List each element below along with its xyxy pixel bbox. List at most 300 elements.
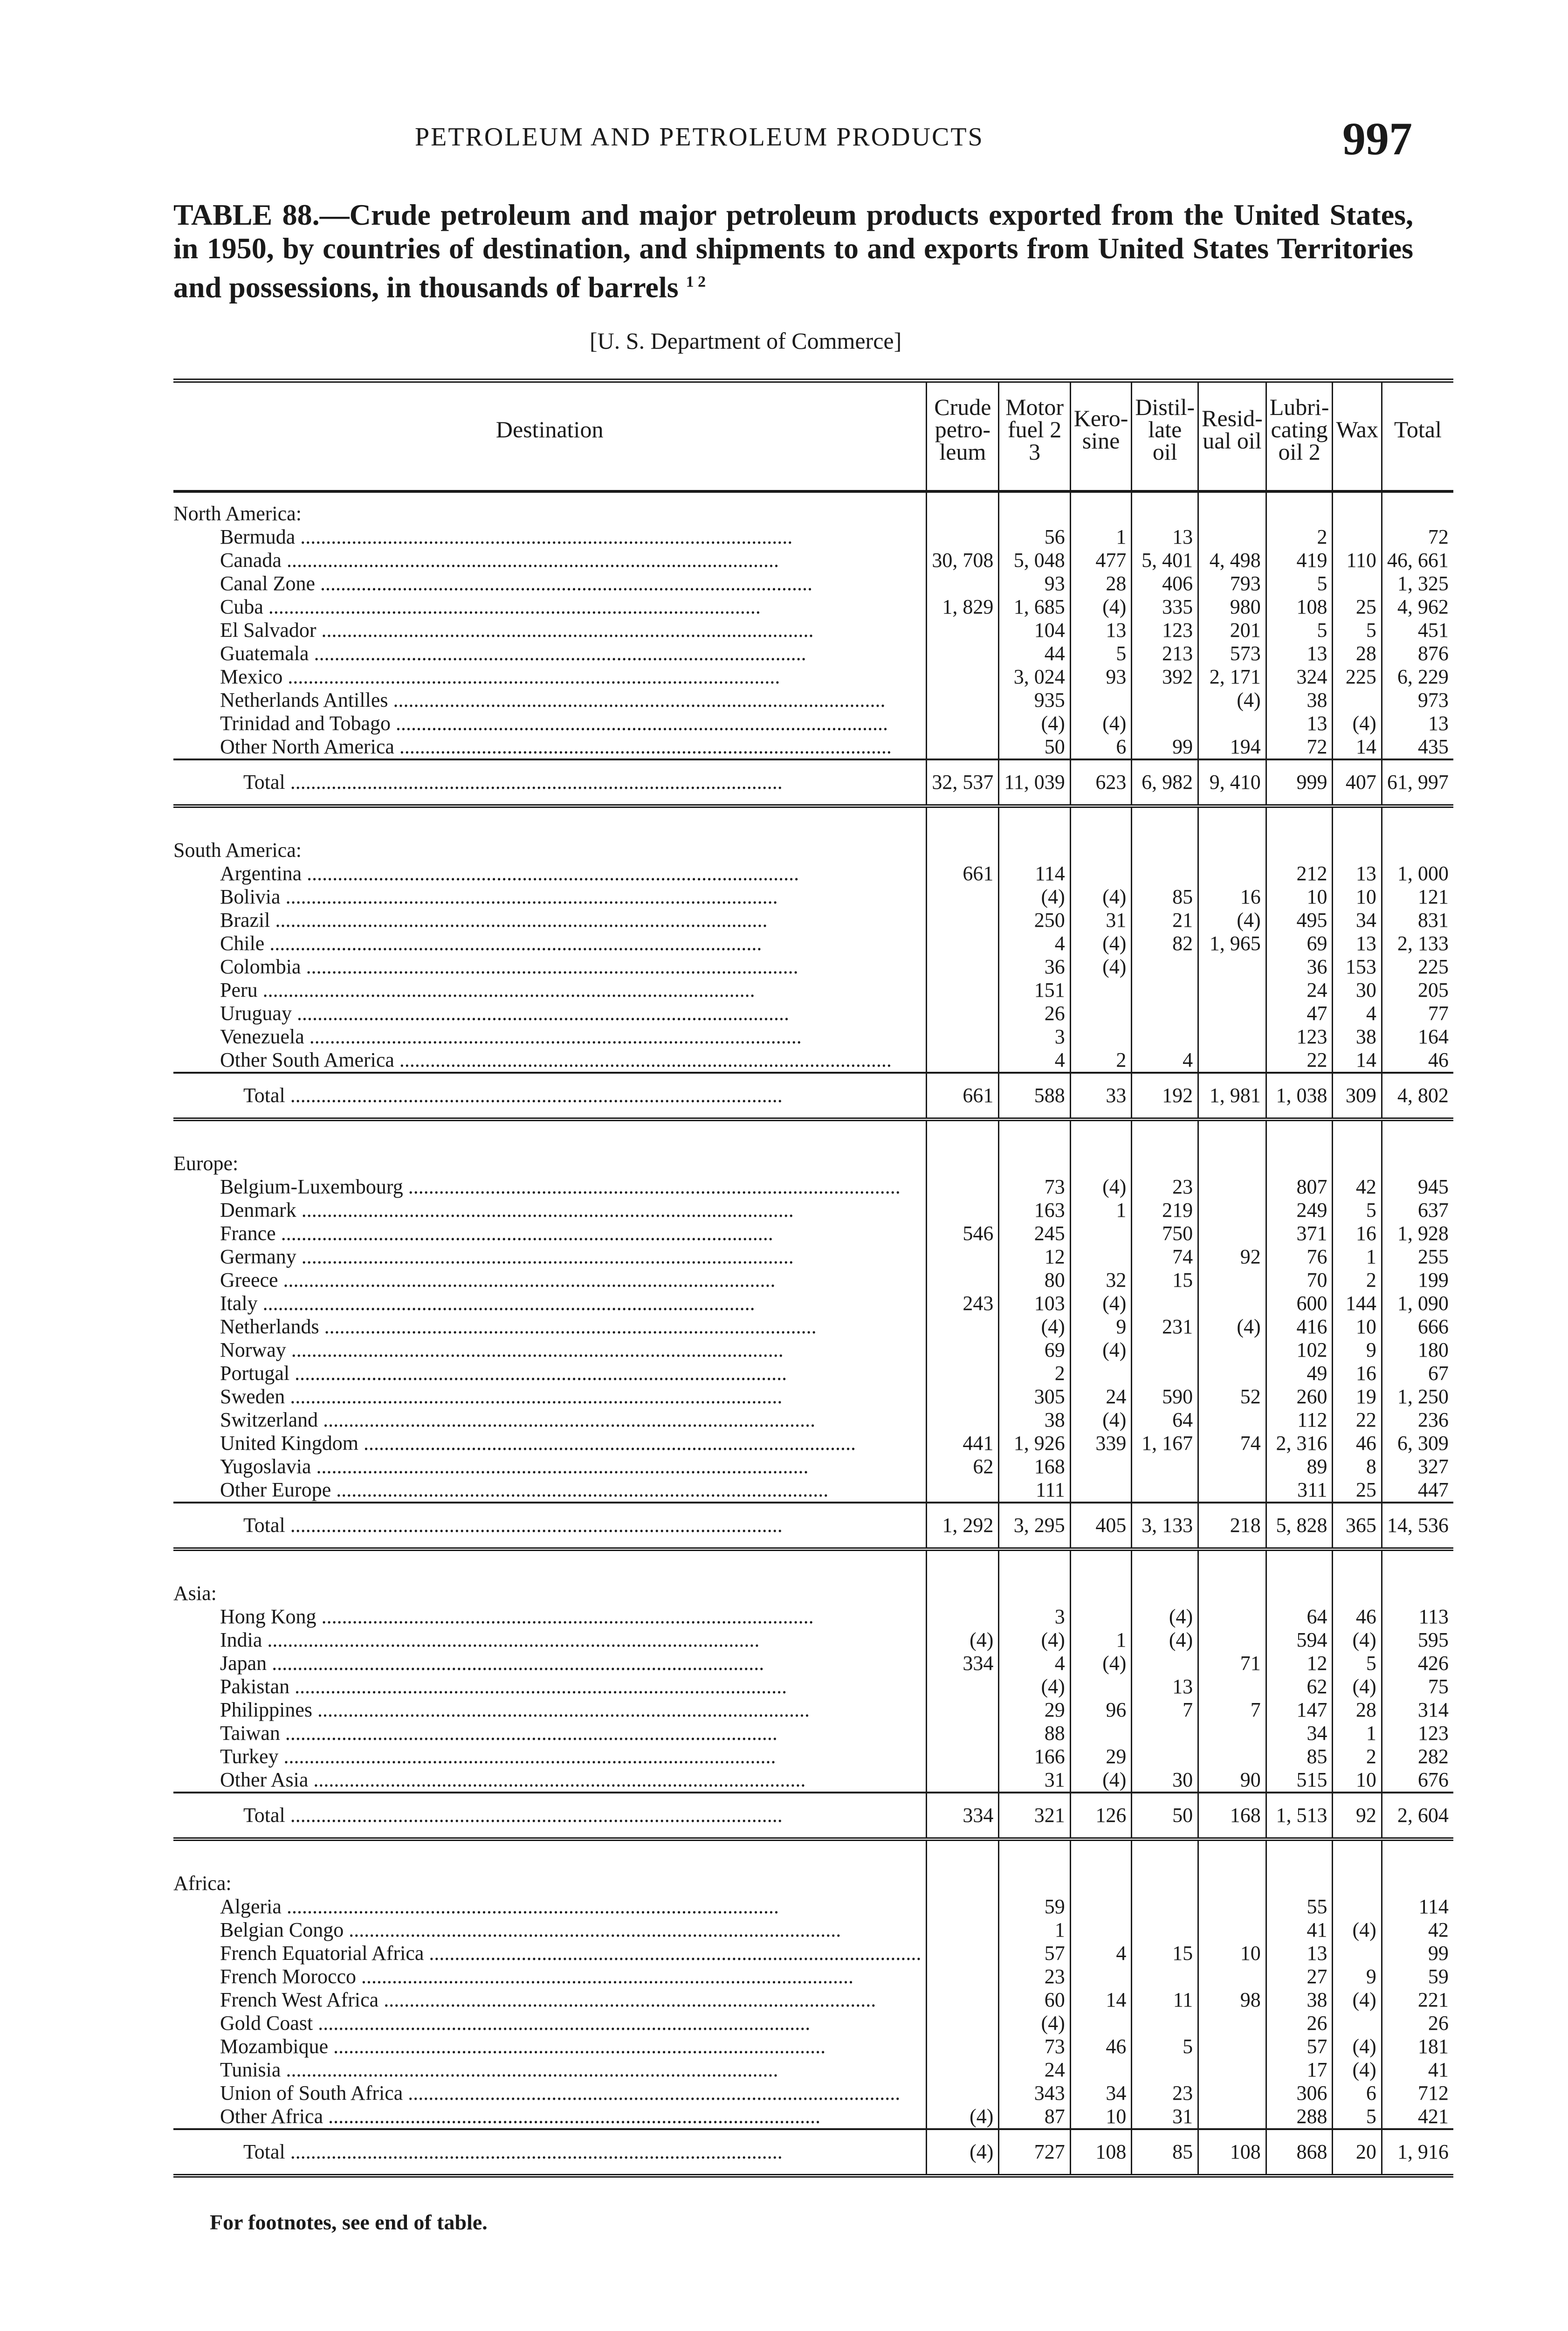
value-cell: (4) (1070, 1292, 1132, 1315)
value-cell: 74 (1198, 1432, 1266, 1455)
value-cell: 14, 536 (1382, 1503, 1453, 1549)
value-cell: 1 (1070, 1628, 1132, 1652)
value-cell: 46 (1333, 1605, 1382, 1628)
value-cell: 231 (1132, 1315, 1198, 1338)
value-cell: 3, 295 (999, 1503, 1070, 1549)
value-cell: 750 (1132, 1222, 1198, 1245)
destination-cell: Philippines ..... (173, 1698, 927, 1722)
value-cell: 25 (1333, 595, 1382, 619)
value-cell: 108 (1070, 2129, 1132, 2176)
value-cell: 419 (1266, 549, 1333, 572)
value-cell (927, 955, 999, 979)
table-row (173, 1942, 1453, 1965)
value-cell: 236 (1417, 1408, 1449, 1431)
value-cell: 38 (1266, 1988, 1333, 2012)
value-cell: 112 (1266, 1408, 1333, 1432)
value-cell: 144 (1333, 1292, 1382, 1315)
table-row (173, 665, 1453, 689)
value-cell: 15 (1132, 1942, 1198, 1965)
value-cell: (4) (927, 1628, 999, 1652)
value-cell (927, 1408, 999, 1432)
value-cell: 1, 325 (1397, 572, 1449, 595)
column-header: Total (1382, 381, 1453, 492)
value-cell (1198, 2012, 1266, 2035)
value-cell: 77 (1428, 1002, 1449, 1025)
table-row (173, 1745, 1453, 1768)
value-cell: 515 (1266, 1768, 1333, 1793)
value-cell: 309 (1333, 1073, 1382, 1119)
value-cell (1198, 1628, 1266, 1652)
value-cell (927, 619, 999, 642)
value-cell: 314 (1417, 1698, 1449, 1721)
value-cell: (4) (1198, 1315, 1266, 1338)
value-cell: (4) (1333, 712, 1382, 735)
destination-cell: Sweden ..... (173, 1385, 927, 1408)
destination-cell: Trinidad and Tobago ..... (173, 712, 927, 735)
value-cell (999, 491, 1070, 525)
total-row (173, 1503, 1453, 1549)
value-cell (1070, 1895, 1132, 1918)
value-cell (927, 1175, 999, 1199)
value-cell: 1, 685 (999, 595, 1070, 619)
value-cell: 46 (1333, 1432, 1382, 1455)
value-cell: 451 (1417, 619, 1449, 641)
value-cell (1132, 491, 1198, 525)
value-cell (1333, 525, 1382, 549)
value-cell: 50 (999, 735, 1070, 759)
value-cell (927, 2012, 999, 2035)
value-cell: (4) (1333, 1918, 1382, 1942)
value-cell: 32, 537 (927, 759, 999, 806)
value-cell: (4) (1070, 595, 1132, 619)
value-cell (927, 1338, 999, 1362)
destination-cell: Total ..... (173, 1793, 927, 1839)
table-row (173, 689, 1453, 712)
value-cell: 114 (999, 862, 1070, 885)
value-cell: 3 (999, 1605, 1070, 1628)
value-cell: 29 (1070, 1745, 1132, 1768)
value-cell (1198, 1269, 1266, 1292)
value-cell: 25 (1333, 1478, 1382, 1503)
value-cell (1132, 829, 1198, 862)
region-row (173, 491, 1453, 525)
value-cell: 1 (999, 1918, 1070, 1942)
value-cell: 1, 000 (1397, 862, 1449, 885)
value-cell: 3 (999, 1025, 1070, 1048)
value-cell: 26 (999, 1002, 1070, 1025)
value-cell: 38 (1266, 689, 1333, 712)
value-cell: 676 (1417, 1768, 1449, 1791)
value-cell: 546 (927, 1222, 999, 1245)
value-cell: 4, 498 (1198, 549, 1266, 572)
table-row (173, 735, 1453, 759)
value-cell: 15 (1132, 1269, 1198, 1292)
value-cell: 76 (1266, 1245, 1333, 1269)
table-row (173, 1698, 1453, 1722)
value-cell (1333, 1942, 1382, 1965)
value-cell: 9 (1333, 1965, 1382, 1988)
value-cell (1266, 1572, 1333, 1605)
destination-cell: Africa: (173, 1862, 927, 1895)
value-cell: 1, 513 (1266, 1793, 1333, 1839)
value-cell (1198, 1722, 1266, 1745)
destination-cell: Bolivia ..... (173, 885, 927, 909)
value-cell: 1, 250 (1397, 1385, 1449, 1408)
value-cell: 5 (1070, 642, 1132, 665)
destination-cell: South America: (173, 829, 927, 862)
value-cell: 30 (1333, 979, 1382, 1002)
value-cell: (4) (1198, 909, 1266, 932)
value-cell (927, 1048, 999, 1073)
value-cell (1333, 1143, 1382, 1175)
destination-cell: Other Europe ..... (173, 1478, 927, 1503)
value-cell: 55 (1266, 1895, 1333, 1918)
spacer-row (173, 1119, 1453, 1143)
value-cell (1070, 1478, 1132, 1503)
table-row (173, 619, 1453, 642)
value-cell: 980 (1198, 595, 1266, 619)
value-cell (1382, 1143, 1453, 1175)
value-cell: 2 (1070, 1048, 1132, 1073)
value-cell: (4) (999, 1315, 1070, 1338)
value-cell (1132, 1143, 1198, 1175)
table-row (173, 1199, 1453, 1222)
value-cell: 4 (999, 932, 1070, 955)
table-row (173, 549, 1453, 572)
value-cell: 219 (1132, 1199, 1198, 1222)
value-cell: (4) (1070, 1652, 1132, 1675)
table-row (173, 2058, 1453, 2082)
value-cell: 85 (1266, 1745, 1333, 1768)
value-cell (927, 1245, 999, 1269)
value-cell: 10 (1333, 1315, 1382, 1338)
value-cell (1198, 2082, 1266, 2105)
value-cell: (4) (1070, 1408, 1132, 1432)
value-cell: 72 (1266, 735, 1333, 759)
value-cell: 13 (1132, 525, 1198, 549)
destination-cell: Total ..... (173, 759, 927, 806)
value-cell: 70 (1266, 1269, 1333, 1292)
value-cell: (4) (999, 1675, 1070, 1698)
destination-cell: Italy ..... (173, 1292, 927, 1315)
destination-cell: Bermuda ..... (173, 525, 927, 549)
destination-cell: Pakistan ..... (173, 1675, 927, 1698)
value-cell: 594 (1266, 1628, 1333, 1652)
value-cell: 99 (1428, 1942, 1449, 1965)
value-cell: 3, 133 (1132, 1503, 1198, 1549)
destination-cell: Peru ..... (173, 979, 927, 1002)
value-cell (1132, 1362, 1198, 1385)
value-cell: 343 (999, 2082, 1070, 2105)
value-cell (927, 1942, 999, 1965)
value-cell: 57 (1266, 2035, 1333, 2058)
value-cell: 13 (1266, 712, 1333, 735)
value-cell: 103 (999, 1292, 1070, 1315)
value-cell: 126 (1070, 1793, 1132, 1839)
value-cell: 5 (1333, 2105, 1382, 2129)
value-cell (927, 1698, 999, 1722)
value-cell (1132, 1745, 1198, 1768)
value-cell: 36 (1266, 955, 1333, 979)
value-cell (1198, 1408, 1266, 1432)
value-cell: 2 (1266, 525, 1333, 549)
value-cell: 87 (999, 2105, 1070, 2129)
region-row (173, 1143, 1453, 1175)
value-cell: 192 (1132, 1073, 1198, 1119)
value-cell: 34 (1266, 1722, 1333, 1745)
table-body (173, 491, 1453, 2176)
value-cell: 876 (1417, 642, 1449, 665)
value-cell: 33 (1070, 1073, 1132, 1119)
destination-cell: Union of South Africa ..... (173, 2082, 927, 2105)
value-cell: 1, 981 (1198, 1073, 1266, 1119)
value-cell (1070, 2012, 1132, 2035)
value-cell: 243 (927, 1292, 999, 1315)
destination-cell: Other South America ..... (173, 1048, 927, 1073)
value-cell: 108 (1198, 2129, 1266, 2176)
destination-cell: Asia: (173, 1572, 927, 1605)
value-cell (1198, 1675, 1266, 1698)
value-cell: 13 (1132, 1675, 1198, 1698)
value-cell: 71 (1198, 1652, 1266, 1675)
table-row (173, 1768, 1453, 1793)
value-cell: 1, 928 (1397, 1222, 1449, 1245)
value-cell (999, 1862, 1070, 1895)
value-cell: 447 (1417, 1478, 1449, 1501)
value-cell: 392 (1132, 665, 1198, 689)
destination-cell: Gold Coast ..... (173, 2012, 927, 2035)
value-cell: (4) (999, 885, 1070, 909)
value-cell: 52 (1198, 1385, 1266, 1408)
destination-cell: El Salvador ..... (173, 619, 927, 642)
value-cell (1198, 1862, 1266, 1895)
footnote-note: For footnotes, see end of table. (210, 2210, 488, 2234)
value-cell (1382, 1572, 1453, 1605)
exports-table (173, 379, 1453, 2178)
value-cell: 21 (1132, 909, 1198, 932)
value-cell (999, 1572, 1070, 1605)
value-cell: 334 (927, 1652, 999, 1675)
value-cell: 868 (1266, 2129, 1333, 2176)
table-row (173, 1628, 1453, 1652)
value-cell: 123 (1266, 1025, 1333, 1048)
value-cell (1070, 1002, 1132, 1025)
table-row (173, 909, 1453, 932)
destination-cell: Other Africa ..... (173, 2105, 927, 2129)
value-cell (1333, 491, 1382, 525)
destination-cell: Brazil ..... (173, 909, 927, 932)
table-row (173, 1292, 1453, 1315)
destination-cell: Algeria ..... (173, 1895, 927, 1918)
destination-cell: Tunisia ..... (173, 2058, 927, 2082)
table-row (173, 1965, 1453, 1988)
value-cell: 17 (1266, 2058, 1333, 2082)
value-cell (927, 909, 999, 932)
value-cell (927, 1025, 999, 1048)
total-row (173, 2129, 1453, 2176)
value-cell (927, 525, 999, 549)
value-cell: (4) (999, 2012, 1070, 2035)
value-cell: 666 (1417, 1315, 1449, 1338)
value-cell: 1, 292 (927, 1503, 999, 1549)
value-cell: 42 (1428, 1918, 1449, 1941)
value-cell (1382, 1862, 1453, 1895)
value-cell (1070, 829, 1132, 862)
value-cell: 405 (1070, 1503, 1132, 1549)
value-cell: (4) (1132, 1605, 1198, 1628)
value-cell (927, 885, 999, 909)
value-cell: 166 (999, 1745, 1070, 1768)
destination-cell: Other North America ..... (173, 735, 927, 759)
value-cell: 201 (1198, 619, 1266, 642)
value-cell (927, 1605, 999, 1628)
table-source: [U. S. Department of Commerce] (590, 328, 902, 354)
value-cell: 4 (1132, 1048, 1198, 1073)
value-cell: 11, 039 (999, 759, 1070, 806)
value-cell: 588 (999, 1073, 1070, 1119)
value-cell (1198, 2058, 1266, 2082)
table-row (173, 2012, 1453, 2035)
value-cell: 7 (1132, 1698, 1198, 1722)
value-cell: 30, 708 (927, 549, 999, 572)
value-cell: 5, 828 (1266, 1503, 1333, 1549)
destination-cell: Europe: (173, 1143, 927, 1175)
table-row (173, 1652, 1453, 1675)
value-cell: 9 (1070, 1315, 1132, 1338)
value-cell: 5, 048 (999, 549, 1070, 572)
value-cell: 6, 309 (1397, 1432, 1449, 1455)
value-cell: 5 (1266, 619, 1333, 642)
value-cell (1132, 1652, 1198, 1675)
column-header: Motor fuel 2 3 (999, 381, 1070, 492)
value-cell (1070, 2058, 1132, 2082)
table-row (173, 642, 1453, 665)
value-cell: 793 (1198, 572, 1266, 595)
value-cell: (4) (999, 1628, 1070, 1652)
value-cell (1132, 1455, 1198, 1478)
value-cell: 12 (999, 1245, 1070, 1269)
value-cell (1198, 1918, 1266, 1942)
value-cell: 20 (1333, 2129, 1382, 2176)
destination-cell: Canada ..... (173, 549, 927, 572)
value-cell: 9 (1333, 1338, 1382, 1362)
value-cell: 6, 982 (1132, 759, 1198, 806)
value-cell: 31 (1070, 909, 1132, 932)
value-cell (1070, 1143, 1132, 1175)
table-row (173, 1269, 1453, 1292)
value-cell: 661 (927, 862, 999, 885)
value-cell: 113 (1418, 1605, 1449, 1628)
value-cell: 64 (1266, 1605, 1333, 1628)
value-cell: 104 (999, 619, 1070, 642)
value-cell: 2, 604 (1382, 1793, 1453, 1839)
value-cell (1132, 862, 1198, 885)
value-cell (1070, 491, 1132, 525)
value-cell: 1 (1070, 525, 1132, 549)
table-row (173, 1605, 1453, 1628)
spacer-row (173, 806, 1453, 829)
value-cell: 108 (1266, 595, 1333, 619)
value-cell: 98 (1198, 1988, 1266, 2012)
value-cell: 41 (1428, 2058, 1449, 2081)
value-cell: 282 (1417, 1745, 1449, 1768)
value-cell (927, 2082, 999, 2105)
value-cell (927, 712, 999, 735)
value-cell (1132, 712, 1198, 735)
region-row (173, 1862, 1453, 1895)
destination-cell: Germany ..... (173, 1245, 927, 1269)
table-row (173, 1988, 1453, 2012)
value-cell: 600 (1266, 1292, 1333, 1315)
value-cell: 306 (1266, 2082, 1333, 2105)
value-cell (927, 1572, 999, 1605)
value-cell: (4) (1132, 1628, 1198, 1652)
value-cell: 85 (1132, 2129, 1198, 2176)
value-cell: (4) (1333, 1988, 1382, 2012)
value-cell: 10 (1333, 1768, 1382, 1793)
value-cell: 60 (999, 1988, 1070, 2012)
value-cell: 335 (1132, 595, 1198, 619)
value-cell (1070, 862, 1132, 885)
value-cell: 2 (1333, 1745, 1382, 1768)
destination-cell: Turkey ..... (173, 1745, 927, 1768)
value-cell (927, 979, 999, 1002)
value-cell: 14 (1070, 1988, 1132, 2012)
destination-cell: Belgium-Luxembourg ..... (173, 1175, 927, 1199)
value-cell: 41 (1266, 1918, 1333, 1942)
value-cell (1132, 955, 1198, 979)
value-cell: 1 (1333, 1722, 1382, 1745)
value-cell: 73 (999, 1175, 1070, 1199)
table-row (173, 1478, 1453, 1503)
destination-cell: Yugoslavia ..... (173, 1455, 927, 1478)
value-cell (1198, 829, 1266, 862)
table-row (173, 1455, 1453, 1478)
column-header: Distil-late oil (1132, 381, 1198, 492)
value-cell: 47 (1266, 1002, 1333, 1025)
value-cell: 4, 802 (1382, 1073, 1453, 1119)
value-cell: 935 (999, 689, 1070, 712)
value-cell (1070, 1025, 1132, 1048)
value-cell: 88 (999, 1722, 1070, 1745)
value-cell: 123 (1132, 619, 1198, 642)
value-cell: 334 (927, 1793, 999, 1839)
value-cell (927, 2058, 999, 2082)
value-cell (1132, 1722, 1198, 1745)
value-cell: 164 (1417, 1025, 1449, 1048)
value-cell: 153 (1333, 955, 1382, 979)
table-row (173, 2082, 1453, 2105)
value-cell (1132, 1862, 1198, 1895)
value-cell: 999 (1266, 759, 1333, 806)
value-cell: 2 (999, 1362, 1070, 1385)
value-cell: 225 (1333, 665, 1382, 689)
value-cell: 96 (1070, 1698, 1132, 1722)
destination-cell: Mexico ..... (173, 665, 927, 689)
destination-cell: Hong Kong ..... (173, 1605, 927, 1628)
running-header: PETROLEUM AND PETROLEUM PRODUCTS (415, 123, 984, 152)
destination-cell: Canal Zone ..... (173, 572, 927, 595)
value-cell: 5 (1333, 1652, 1382, 1675)
table-row (173, 885, 1453, 909)
value-cell: 151 (999, 979, 1070, 1002)
value-cell: 13 (1266, 642, 1333, 665)
value-cell (1382, 829, 1453, 862)
value-cell: 426 (1417, 1652, 1449, 1675)
destination-cell: French West Africa ..... (173, 1988, 927, 2012)
value-cell: 99 (1132, 735, 1198, 759)
value-cell: 4 (1333, 1002, 1382, 1025)
